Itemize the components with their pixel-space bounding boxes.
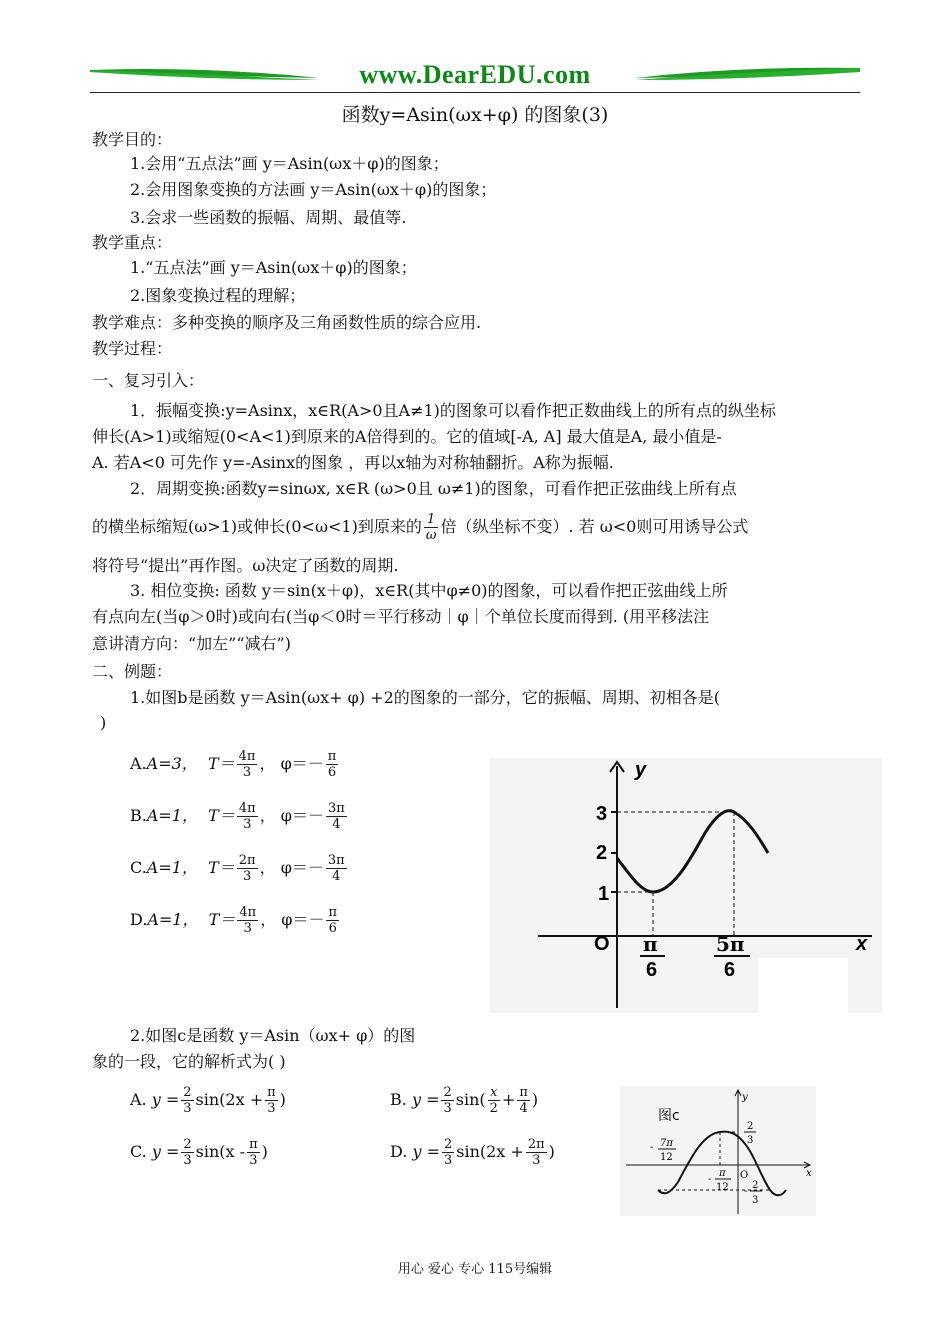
review-line-2: 伸长(A>1)或缩短(0<A<1)到原来的A倍得到的。它的值域[-A, A] 最大值是A, 最小值是- <box>92 427 722 446</box>
figure-b-y-tick-2: 2 <box>596 842 608 864</box>
difficulty-line: 教学难点：多种变换的顺序及三角函数性质的综合应用. <box>92 313 482 332</box>
question-1: 1.如图b是函数 y＝Asin(ωx+ φ) +2的图象的一部分，它的振幅、周期、初相各是( <box>130 688 720 707</box>
site-logo: www.DearEDU.com <box>359 60 591 89</box>
review-line-7: 3. 相位变换: 函数 y＝sin(x＋φ)，x∈R(其中φ≠0)的图象，可以看作把正弦曲线上所 <box>130 581 728 600</box>
figure-c-bot-den: 3 <box>752 1195 759 1206</box>
figure-c-left-sign: - <box>650 1142 654 1153</box>
figure-b-y-tick-1: 1 <box>598 883 610 905</box>
q2-option-d[interactable]: D. y = $\frac{2}{3}$ sin(2x + $\frac{2\pi}{3}$ ) <box>390 1137 555 1168</box>
figure-c-mid-sign: - <box>708 1174 712 1185</box>
figure-c-graph <box>620 1086 816 1216</box>
goals-heading: 教学目的： <box>92 130 173 149</box>
q1-option-b[interactable]: B.A=1， T＝ $\frac{4\pi}{3}$ ， φ＝－ $\frac{3\pi}{4}$ <box>130 801 345 832</box>
figure-c-top-den: 3 <box>747 1135 754 1146</box>
review-line-5a: 的横坐标缩短(ω>1)或伸长(0<ω<1)到原来的 <box>92 517 422 536</box>
process-heading: 教学过程： <box>92 339 173 358</box>
figure-c-bot-sign: - <box>744 1186 748 1197</box>
q1-option-a[interactable]: A.A=3， T＝ $\frac{4\pi}{3}$ ， φ＝－ $\frac{\pi}{6}$ <box>130 749 337 780</box>
figure-b-origin: O <box>594 933 610 955</box>
q2-option-a[interactable]: A. y = $\frac{2}{3}$ sin(2x + $\frac{\pi}{3}$ ) <box>130 1085 286 1116</box>
review-heading: 一、复习引入： <box>92 371 205 390</box>
question-1-end: ) <box>100 713 107 732</box>
figure-b-y-tick-3: 3 <box>596 803 608 825</box>
keys-heading: 教学重点： <box>92 233 173 252</box>
figure-c-mid-num: π <box>719 1168 726 1179</box>
figure-c-left-den: 12 <box>660 1152 673 1163</box>
figure-c-bot-num: 2 <box>752 1180 759 1191</box>
goal-2: 2.会用图象变换的方法画 y＝Asin(ωx＋φ)的图象； <box>130 180 497 199</box>
key-1: 1.“五点法”画 y＝Asin(ωx＋φ)的图象； <box>130 258 417 277</box>
figure-c-left-num: 7π <box>660 1138 673 1149</box>
figure-c-mid-den: 12 <box>716 1182 729 1193</box>
review-line-4: 2．周期变换:函数y=sinωx, x∈R (ω>0且 ω≠1)的图象，可看作把正弦曲线上所有点 <box>130 479 737 498</box>
figure-b-blank-patch <box>758 958 848 1013</box>
figure-c-origin: O <box>740 1170 749 1181</box>
key-2: 2.图象变换过程的理解； <box>130 286 306 305</box>
figure-b-x-tick-5pi-num: 5π <box>716 932 745 956</box>
page-footer: 用心 爱心 专心 115号编辑 <box>397 1262 553 1277</box>
figure-b-x-label: x <box>856 933 868 955</box>
q2-option-c[interactable]: C. y = $\frac{2}{3}$ sin(x - $\frac{\pi}{3}$ ) <box>130 1137 268 1168</box>
fraction-one-over-omega: $\frac{1}{\omega}$ <box>425 512 437 543</box>
header-banner <box>90 60 860 96</box>
review-line-8: 有点向左(当φ＞0时)或向右(当φ＜0时＝平行移动｜φ｜个单位长度而得到. (用平移法注 <box>92 607 710 626</box>
goal-3: 3.会求一些函数的振幅、周期、最值等. <box>130 208 407 227</box>
goal-1: 1.会用“五点法”画 y＝Asin(ωx＋φ)的图象； <box>130 154 449 173</box>
review-line-6: 将符号“提出”再作图。ω决定了函数的周期. <box>92 556 399 575</box>
review-line-5 <box>92 510 748 544</box>
figure-c-caption: 图c <box>658 1108 680 1124</box>
figure-b-x-tick-pi-num: π <box>643 932 658 956</box>
q1-option-c[interactable]: C.A=1， T＝ $\frac{2\pi}{3}$ ， φ＝－ $\frac{3\pi}{4}$ <box>130 853 345 884</box>
figure-b-x-tick-5pi-den: 6 <box>724 959 736 981</box>
question-2-line-2: 象的一段，它的解析式为( ) <box>92 1052 286 1071</box>
figure-c-y-label: y <box>742 1092 748 1103</box>
review-line-3: A. 若A<0 可先作 y=-Asinx的图象 ，再以x轴为对称轴翻折。A称为振幅. <box>92 453 614 472</box>
page-title: 函数y=Asin(ωx+φ) 的图象(3) <box>341 104 609 126</box>
figure-c-top-num: 2 <box>747 1121 754 1132</box>
figure-b-graph <box>490 758 882 1013</box>
review-line-5b: 倍（纵坐标不变）. 若 ω<0则可用诱导公式 <box>440 517 749 536</box>
q1-option-d[interactable]: D.A=1， T＝ $\frac{4\pi}{3}$ ， φ＝－ $\frac{\pi}{6}$ <box>130 905 338 936</box>
header-rule <box>90 92 860 93</box>
figure-b-x-tick-pi-den: 6 <box>646 959 658 981</box>
q2-option-b[interactable]: B. y = $\frac{2}{3}$ sin( $\frac{x}{2}$ + $\frac{\pi}{4}$ ) <box>390 1085 539 1116</box>
figure-b-y-label: y <box>635 759 647 781</box>
figure-c-x-label: x <box>806 1168 812 1179</box>
question-2: 2.如图c是函数 y＝Asin（ωx+ φ）的图 <box>130 1026 416 1045</box>
review-line-9: 意讲清方向：“加左”“减右”) <box>92 634 291 653</box>
review-line-1: 1．振幅变换:y=Asinx，x∈R(A>0且A≠1)的图象可以看作把正数曲线上的所有点的纵坐标 <box>130 401 776 420</box>
examples-heading: 二、例题： <box>92 662 173 681</box>
